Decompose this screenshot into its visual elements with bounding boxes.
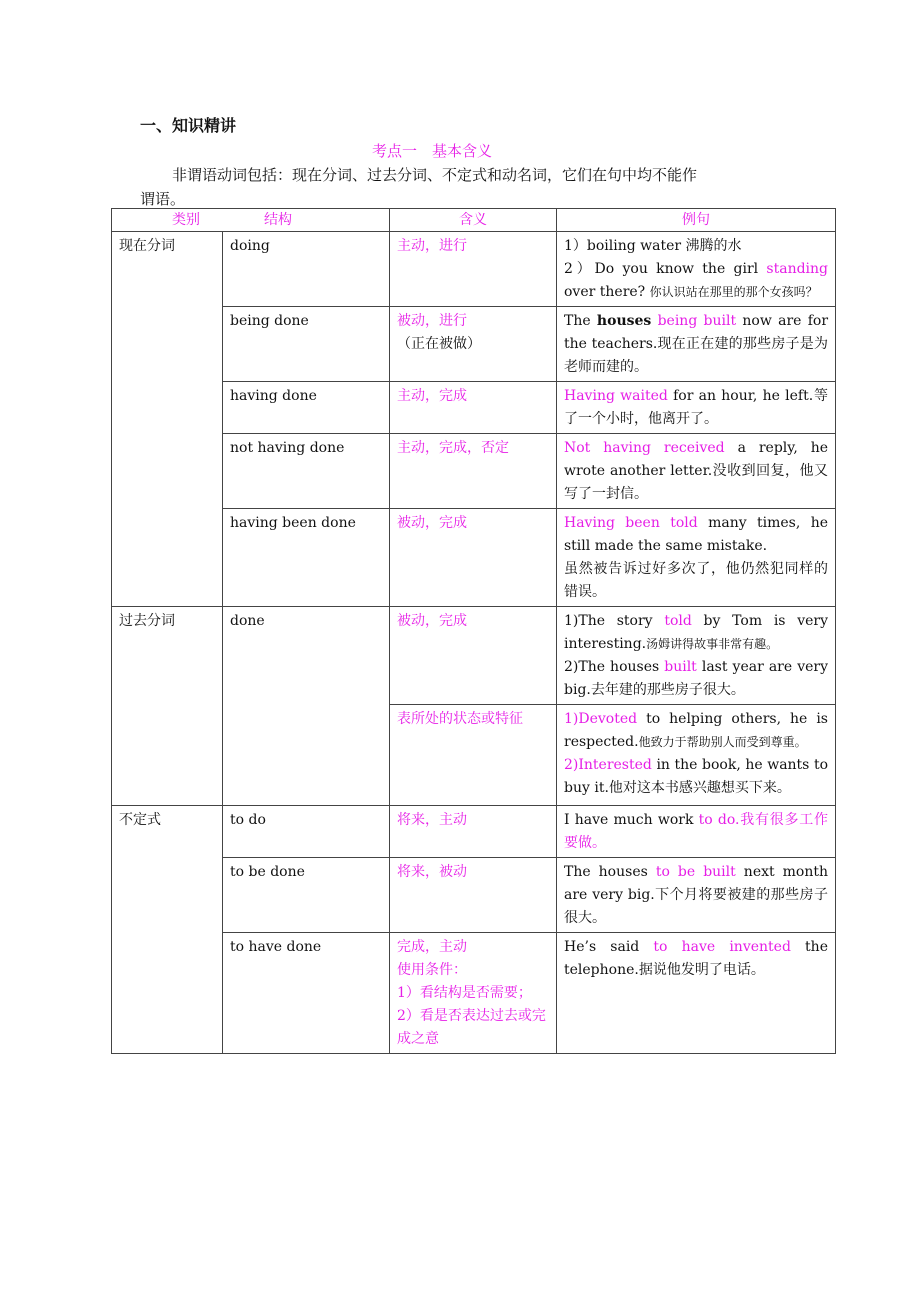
example-cell [557, 933, 836, 1054]
meaning-cell [390, 434, 557, 509]
meaning-line: 主动，完成 [397, 388, 467, 404]
meaning-line: 被动，完成 [397, 515, 467, 531]
meaning-line: （正在被做） [397, 336, 481, 352]
sentence-text: houses [596, 313, 652, 329]
example-cell [557, 705, 836, 806]
sentence-text: over there? [564, 284, 650, 300]
sentence-text: last year are very big.去年建的那些房子很大。 [564, 659, 828, 698]
example-sentence [564, 385, 828, 431]
table-body [112, 232, 836, 1054]
sentence-text: for an hour, he left.等了一个小时，他离开了。 [564, 388, 828, 427]
structure-cell: to do [223, 806, 390, 858]
sentence-text: 1)The story [564, 613, 665, 629]
meaning-line: 将来，主动 [397, 812, 467, 828]
category-cell: 现在分词 [112, 232, 223, 607]
sentence-text: 虽然被告诉过好多次了，他仍然犯同样的错误。 [564, 561, 828, 600]
meaning-line: 1）看结构是否需要； [397, 985, 532, 1001]
meaning-line: 2）看是否表达过去或完成之意 [397, 1008, 546, 1047]
example-sentence [564, 936, 828, 982]
structure-cell: being done [223, 307, 390, 382]
sentence-text: in the book, he wants to buy it.他对这本书感兴趣想买下来。 [564, 757, 828, 796]
meaning-cell [390, 307, 557, 382]
meaning-cell [390, 858, 557, 933]
sentence-text: The [564, 313, 597, 329]
header-category-structure [112, 209, 390, 232]
meaning-cell [390, 232, 557, 307]
header-category: 类别 [172, 212, 200, 228]
header-meaning: 含义 [390, 209, 557, 232]
highlighted-phrase: being built [657, 313, 737, 329]
example-cell [557, 509, 836, 607]
header-structure: 结构 [264, 212, 292, 228]
sentence-text: to helping others, he is respected. [564, 711, 828, 750]
example-cell [557, 806, 836, 858]
meaning-line: 被动，进行 [397, 313, 467, 329]
example-sentence [564, 258, 828, 304]
highlighted-phrase: built [664, 659, 697, 675]
meaning-line: 被动，完成 [397, 613, 467, 629]
example-cell [557, 434, 836, 509]
sentence-text: now are for the teachers.现在正在建的那些房子是为老师而建的。 [564, 313, 829, 375]
example-sentence [564, 558, 828, 604]
highlighted-phrase: Having waited [564, 388, 668, 404]
meaning-cell [390, 806, 557, 858]
category-cell: 不定式 [112, 806, 223, 1054]
structure-cell: having been done [223, 509, 390, 607]
highlighted-phrase: to have invented [653, 939, 791, 955]
highlighted-phrase: standing [766, 261, 828, 277]
table-row [112, 232, 836, 307]
sentence-text: by Tom is very interesting. [564, 613, 829, 652]
intro-line-2: 谓语。 [140, 190, 186, 208]
structure-cell: to be done [223, 858, 390, 933]
example-sentence [564, 512, 828, 558]
example-cell [557, 607, 836, 705]
example-sentence [564, 656, 828, 702]
meaning-line: 完成，主动 [397, 939, 467, 955]
meaning-line: 主动，完成，否定 [397, 440, 509, 456]
meaning-cell [390, 705, 557, 806]
example-cell [557, 858, 836, 933]
sentence-text: 你认识站在那里的那个女孩吗？ [649, 285, 818, 299]
meaning-cell [390, 607, 557, 705]
table-header-row [112, 209, 836, 232]
sentence-text: 1）boiling water 沸腾的水 [564, 238, 742, 254]
nonfinite-verb-table [111, 208, 836, 1054]
highlighted-phrase: Having been told [564, 515, 698, 531]
category-cell: 过去分词 [112, 607, 223, 806]
structure-cell: to have done [223, 933, 390, 1054]
highlighted-phrase: 1)Devoted [564, 711, 638, 727]
highlighted-phrase: to be built [655, 864, 736, 880]
example-sentence [564, 809, 828, 855]
example-sentence [564, 861, 828, 930]
topic-subtitle: 考点一 基本含义 [372, 142, 493, 160]
meaning-line: 主动，进行 [397, 238, 467, 254]
sentence-text: 2)The houses [564, 659, 665, 675]
sentence-text: the telephone.据说他发明了电话。 [564, 939, 828, 978]
highlighted-phrase: Not having received [564, 440, 725, 456]
table-row [112, 607, 836, 705]
sentence-text: next month are very big.下个月将要被建的那些房子很大。 [564, 864, 829, 926]
sentence-text: The houses [564, 864, 656, 880]
example-sentence [564, 610, 828, 656]
meaning-line: 将来，被动 [397, 864, 467, 880]
example-sentence [564, 437, 828, 506]
intro-line-1: 非谓语动词包括：现在分词、过去分词、不定式和动名词，它们在句中均不能作 [172, 166, 698, 184]
example-sentence [564, 754, 828, 800]
example-cell [557, 307, 836, 382]
sentence-text: many times, he still made the same mistake. [564, 515, 828, 554]
example-cell [557, 232, 836, 307]
sentence-text: 他致力于帮助别人而受到尊重。 [638, 735, 807, 749]
example-sentence [564, 235, 828, 258]
meaning-line: 使用条件： [397, 962, 467, 978]
highlighted-phrase: told [664, 613, 692, 629]
meaning-cell [390, 933, 557, 1054]
sentence-text: a reply, he wrote another letter.没收到回复，他又写了一封信。 [564, 440, 829, 502]
example-cell [557, 382, 836, 434]
section-heading: 一、知识精讲 [140, 116, 237, 135]
meaning-cell [390, 509, 557, 607]
meaning-cell [390, 382, 557, 434]
header-example: 例句 [557, 209, 836, 232]
structure-cell: not having done [223, 434, 390, 509]
structure-cell: done [223, 607, 390, 806]
example-sentence [564, 310, 828, 379]
sentence-text: 汤姆讲得故事非常有趣。 [646, 637, 779, 651]
table-row [112, 806, 836, 858]
sentence-text: I have much work [564, 812, 699, 828]
sentence-text: 2）Do you know the girl [564, 261, 767, 277]
structure-cell: doing [223, 232, 390, 307]
example-sentence [564, 708, 828, 754]
structure-cell: having done [223, 382, 390, 434]
meaning-line: 表所处的状态或特征 [397, 711, 523, 727]
sentence-text: He’s said [564, 939, 654, 955]
highlighted-phrase: 2)Interested [564, 757, 652, 773]
highlighted-phrase: to do.我有很多工作要做。 [564, 812, 828, 851]
